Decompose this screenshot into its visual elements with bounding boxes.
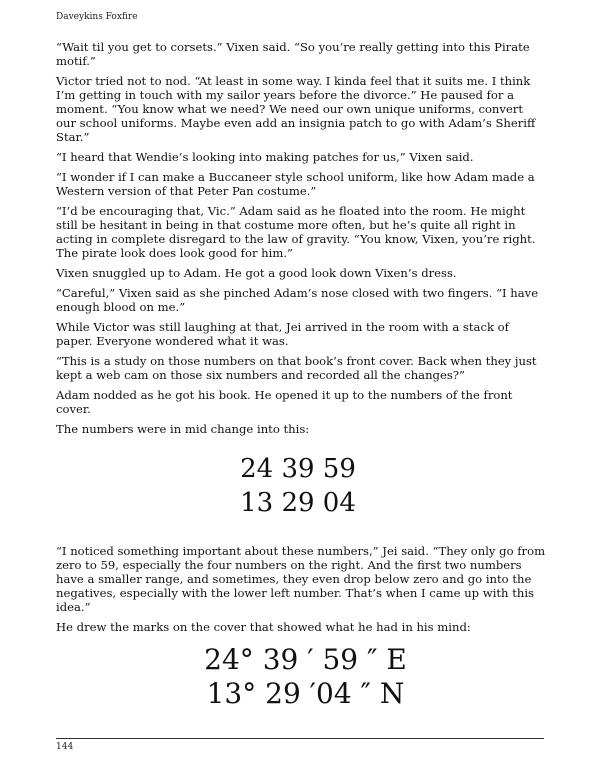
running-header-author: Daveykins Foxfire: [56, 12, 138, 22]
paragraph-6: Vixen snuggled up to Adam. He got a good look down Vixen’s dress.: [56, 266, 457, 280]
paragraph-7: “Careful,” Vixen said as she pinched Adam’s nose closed with two fingers. “I have enough blood on me.”: [56, 286, 539, 314]
coordinates-row-bottom: 13° 29 ′04 ″ N: [206, 677, 405, 710]
paragraph-5: “I’d be encouraging that, Vic.” Adam said as he floated into the room. He might still be hesitant in being in that costume more often, but he’s quite all right in acting in complete disregard to the law of gravity. “You know, Vixen, you’re right. The pirate look does look good for him.”: [56, 204, 536, 260]
page-number: 144: [56, 742, 74, 752]
page-body: [56, 40, 546, 442]
paragraph-1: “Wait til you get to corsets.” Vixen said. “So you’re really getting into this Pirate motif.”: [56, 40, 530, 68]
paragraph-11: The numbers were in mid change into this:: [56, 422, 310, 436]
footer-rule: [56, 738, 544, 739]
paragraph-9: “This is a study on those numbers on that book’s front cover. Back when they just kept a web cam on those six numbers and recorded all the changes?”: [56, 354, 537, 382]
page-body-continued: [56, 544, 546, 640]
paragraph-12: “I noticed something important about these numbers,” Jei said. “They only go from zero to 59, especially the four numbers on the right. And the first two numbers have a smaller range, and sometimes, they even drop below zero and go into the negatives, especially with the lower left number. That’s when I came up with this idea.”: [56, 544, 546, 614]
paragraph-4: “I wonder if I can make a Buccaneer style school uniform, like how Adam made a Western version of that Peter Pan costume.”: [56, 170, 535, 198]
paragraph-13: He drew the marks on the cover that showed what he had in his mind:: [56, 620, 471, 634]
numbers-figure: [228, 452, 368, 520]
paragraph-10: Adam nodded as he got his book. He opened it up to the numbers of the front cover.: [56, 388, 513, 416]
paragraph-8: While Victor was still laughing at that, Jei arrived in the room with a stack of paper. Everyone wondered what it was.: [56, 320, 509, 348]
coordinates-figure: [198, 643, 413, 711]
coordinates-row-top: 24° 39 ′ 59 ″ E: [204, 643, 407, 676]
numbers-row-bottom: 13 29 04: [240, 488, 356, 518]
numbers-row-top: 24 39 59: [240, 454, 356, 484]
paragraph-3: “I heard that Wendie’s looking into making patches for us,” Vixen said.: [56, 150, 474, 164]
paragraph-2: Victor tried not to nod. “At least in some way. I kinda feel that it suits me. I think I’m getting in touch with my sailor years before the divorce.” He paused for a moment. “You know what we need? We need our own unique uniforms, convert our school uniforms. Maybe even add an insignia patch to go with Adam’s Sheriff Star.”: [56, 74, 536, 144]
